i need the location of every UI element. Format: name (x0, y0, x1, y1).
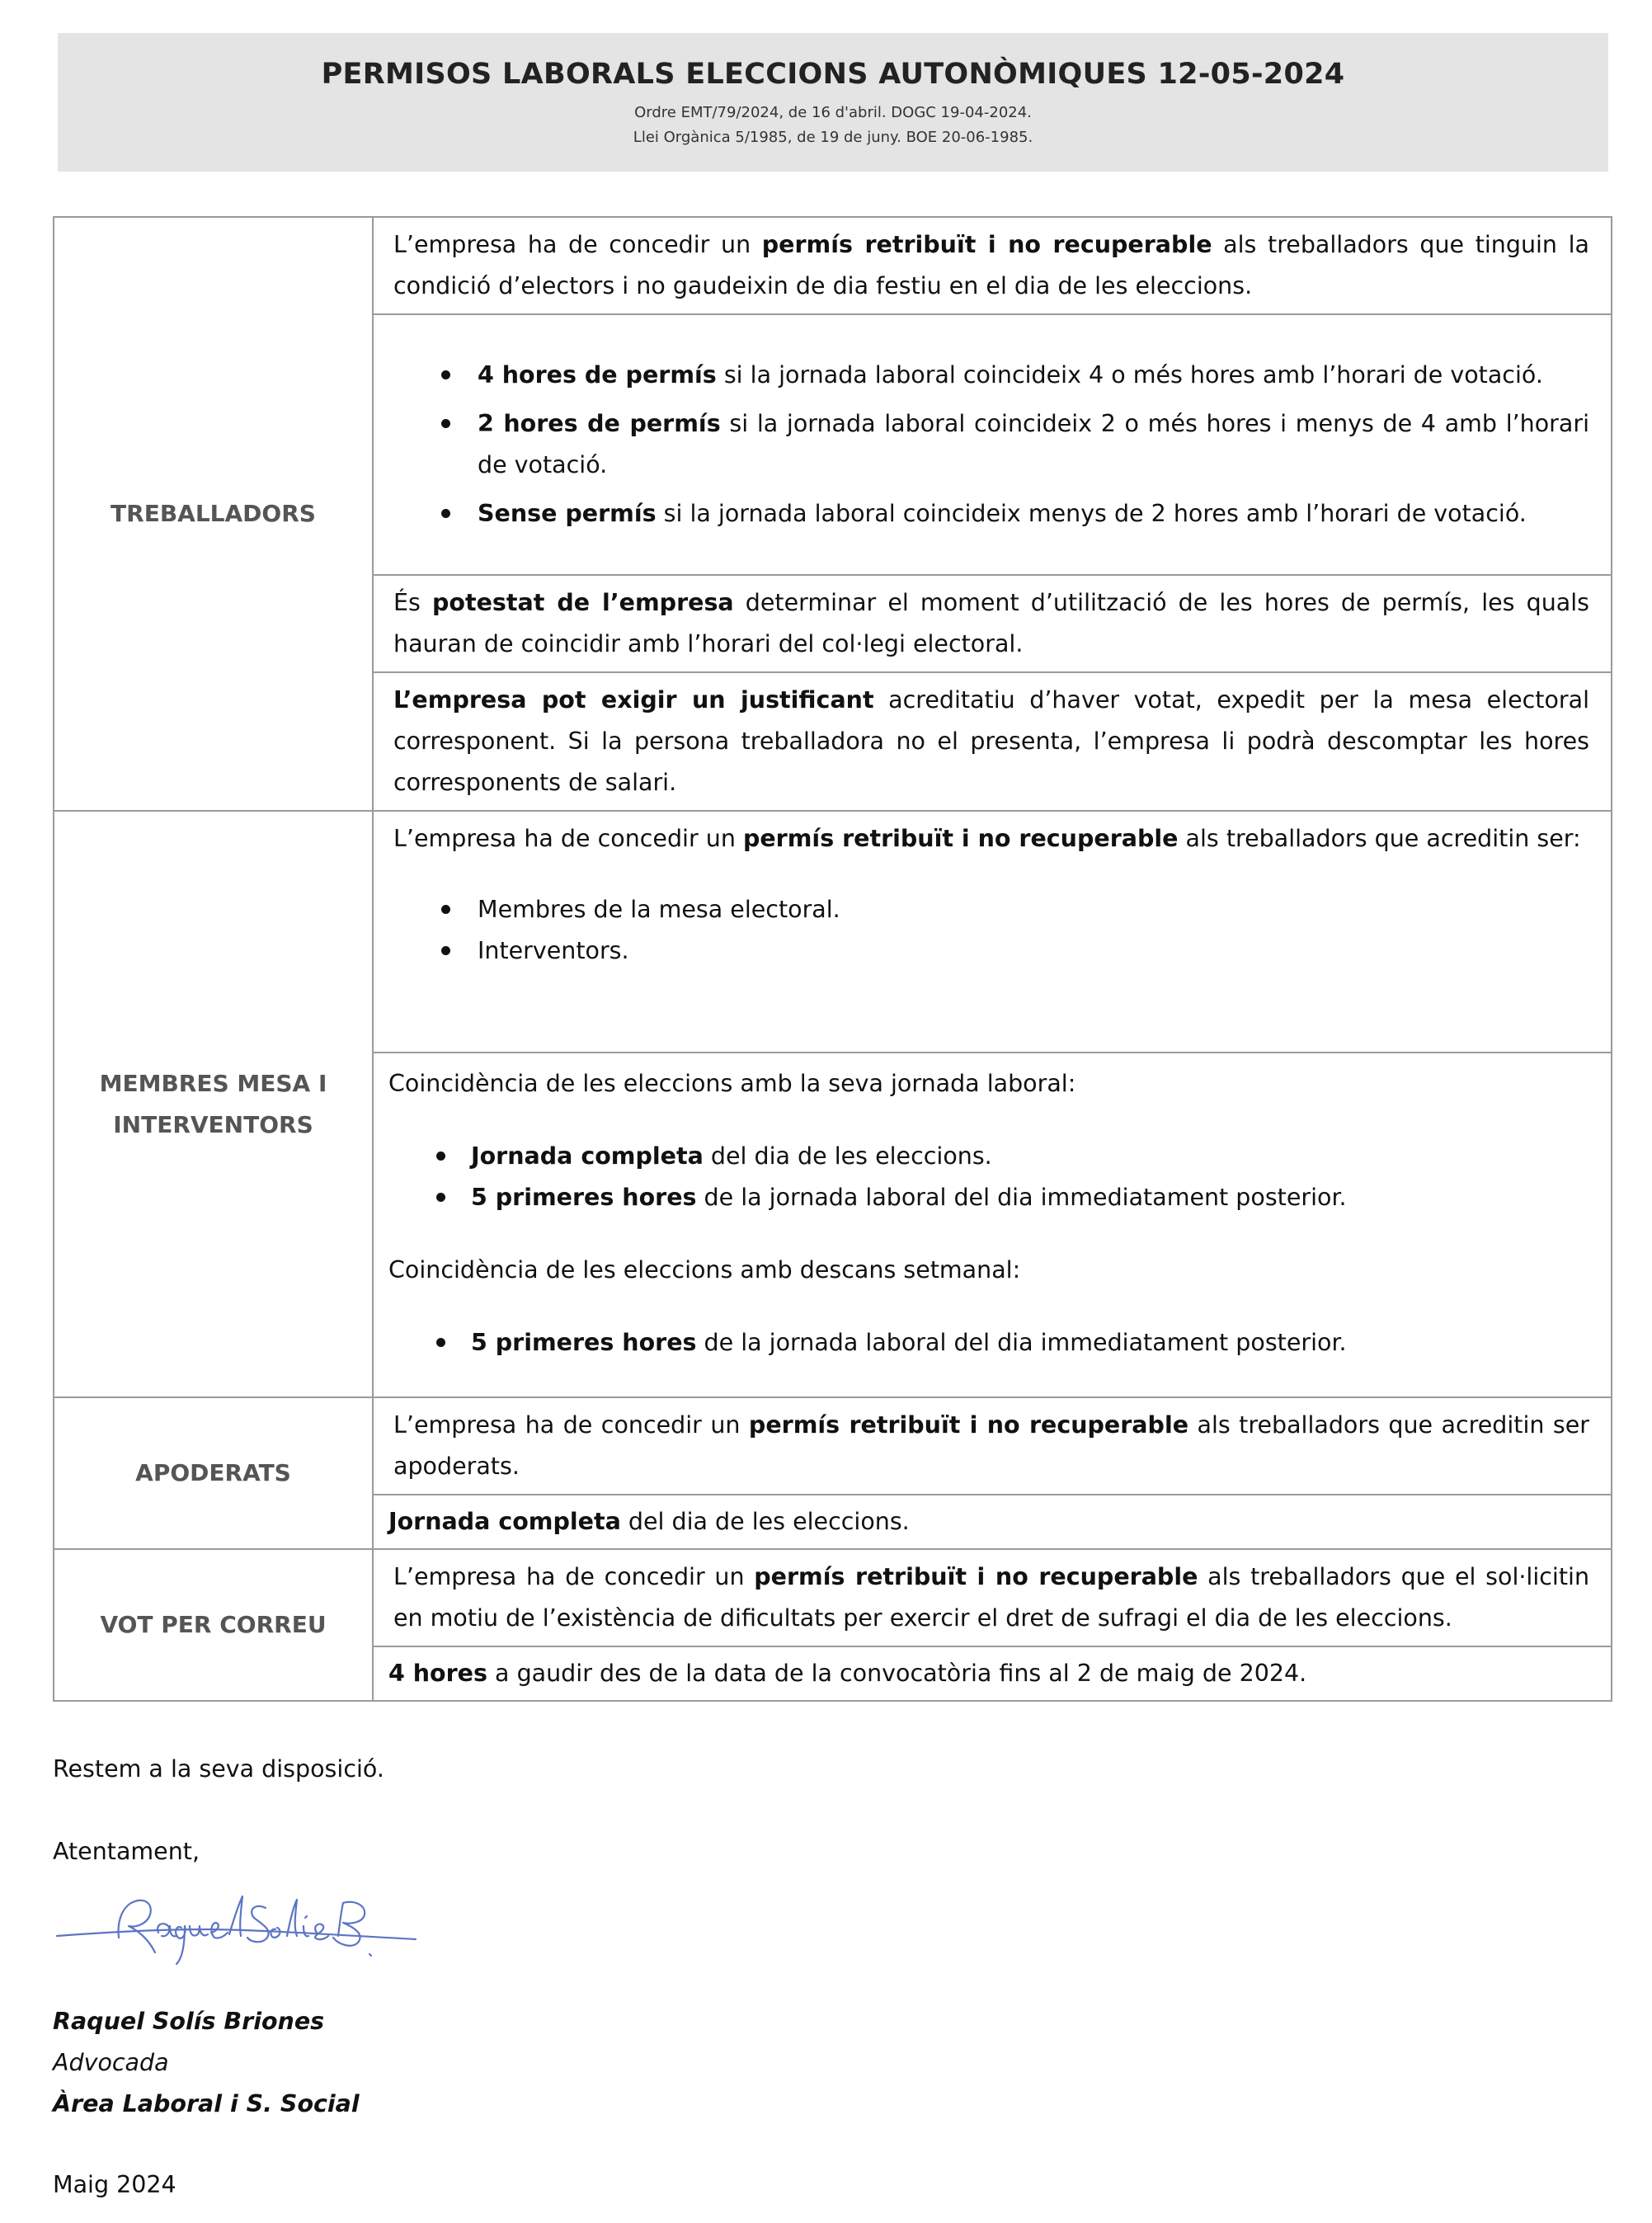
legal-reference-ordre: Ordre EMT/79/2024, de 16 d'abril. DOGC 19-04-2024. (634, 104, 1032, 121)
list-item: Sense permís si la jornada laboral coincideix menys de 2 hores amb l’horari de votació. (393, 493, 1589, 535)
signer-area: Àrea Laboral i S. Social (53, 2090, 360, 2117)
row-label-apoderats: APODERATS (54, 1397, 373, 1549)
regards-text: Atentament, (53, 1838, 200, 1865)
treballadors-hours-list (373, 314, 1612, 575)
correu-intro: L’empresa ha de concedir un permís retribuït i no recuperable als treballadors que el sol·licitin en motiu de l’existència de dificultats per exercir el dret de sufragi el dia de les eleccions. (373, 1549, 1612, 1646)
membres-coincidencia: Coincidència de les eleccions amb la seva jornada laboral: Jornada completa del dia de les eleccions. 5 primeres hores de la jornada laboral del dia immediatament posterior. Coincidència de les eleccions amb descans setmanal: 5 primeres hores de la jornada laboral del dia immediatament posterior. (373, 1053, 1612, 1397)
list-item: Membres de la mesa electoral. (393, 889, 1589, 930)
table-row (54, 811, 1612, 1053)
signature-image (53, 1885, 424, 1976)
legal-reference-llei: Llei Orgànica 5/1985, de 19 de juny. BOE 20-06-1985. (633, 129, 1033, 146)
apoderats-detail: Jornada completa del dia de les eleccions. (373, 1495, 1612, 1549)
list-item: 2 hores de permís si la jornada laboral coincideix 2 o més hores i menys de 4 amb l’horari de votació. (393, 403, 1589, 486)
signer-name: Raquel Solís Briones (53, 2008, 325, 2035)
table-row (54, 1397, 1612, 1495)
document-title: PERMISOS LABORALS ELECCIONS AUTONÒMIQUES 12-05-2024 (321, 58, 1345, 91)
apoderats-intro: L’empresa ha de concedir un permís retribuït i no recuperable als treballadors que acreditin ser apoderats. (373, 1397, 1612, 1495)
document-header (58, 33, 1608, 172)
membres-intro: L’empresa ha de concedir un permís retribuït i no recuperable als treballadors que acreditin ser: Membres de la mesa electoral. Interventors. (373, 811, 1612, 1053)
treballadors-intro: L’empresa ha de concedir un permís retribuït i no recuperable als treballadors que tinguin la condició d’electors i no gaudeixin de dia festiu en el dia de les eleccions. (373, 217, 1612, 314)
list-item: 5 primeres hores de la jornada laboral del dia immediatament posterior. (388, 1322, 1589, 1363)
treballadors-potestat: És potestat de l’empresa determinar el moment d’utilització de les hores de permís, les quals hauran de coincidir amb l’horari del col·legi electoral. (373, 575, 1612, 672)
list-item: Jornada completa del dia de les eleccions. (388, 1136, 1589, 1177)
table-row (54, 1549, 1612, 1646)
closing-text: Restem a la seva disposició. (53, 1755, 384, 1783)
table-row (54, 217, 1612, 314)
list-item: 5 primeres hores de la jornada laboral del dia immediatament posterior. (388, 1177, 1589, 1218)
row-label-treballadors: TREBALLADORS (54, 217, 373, 811)
treballadors-justificant: L’empresa pot exigir un justificant acreditatiu d’haver votat, expedit per la mesa electoral corresponent. Si la persona treballadora no el presenta, l’empresa li podrà descomptar les hores corresponents de salari. (373, 672, 1612, 811)
permissions-table (53, 216, 1612, 1702)
list-item: Interventors. (393, 930, 1589, 972)
signer-role: Advocada (53, 2049, 169, 2076)
document-date: Maig 2024 (53, 2171, 176, 2198)
list-item: 4 hores de permís si la jornada laboral coincideix 4 o més hores amb l’horari de votació. (393, 355, 1589, 396)
row-label-membres-mesa: MEMBRES MESA I INTERVENTORS (54, 811, 373, 1397)
correu-detail: 4 hores a gaudir des de la data de la convocatòria fins al 2 de maig de 2024. (373, 1646, 1612, 1701)
row-label-vot-per-correu: VOT PER CORREU (54, 1549, 373, 1701)
